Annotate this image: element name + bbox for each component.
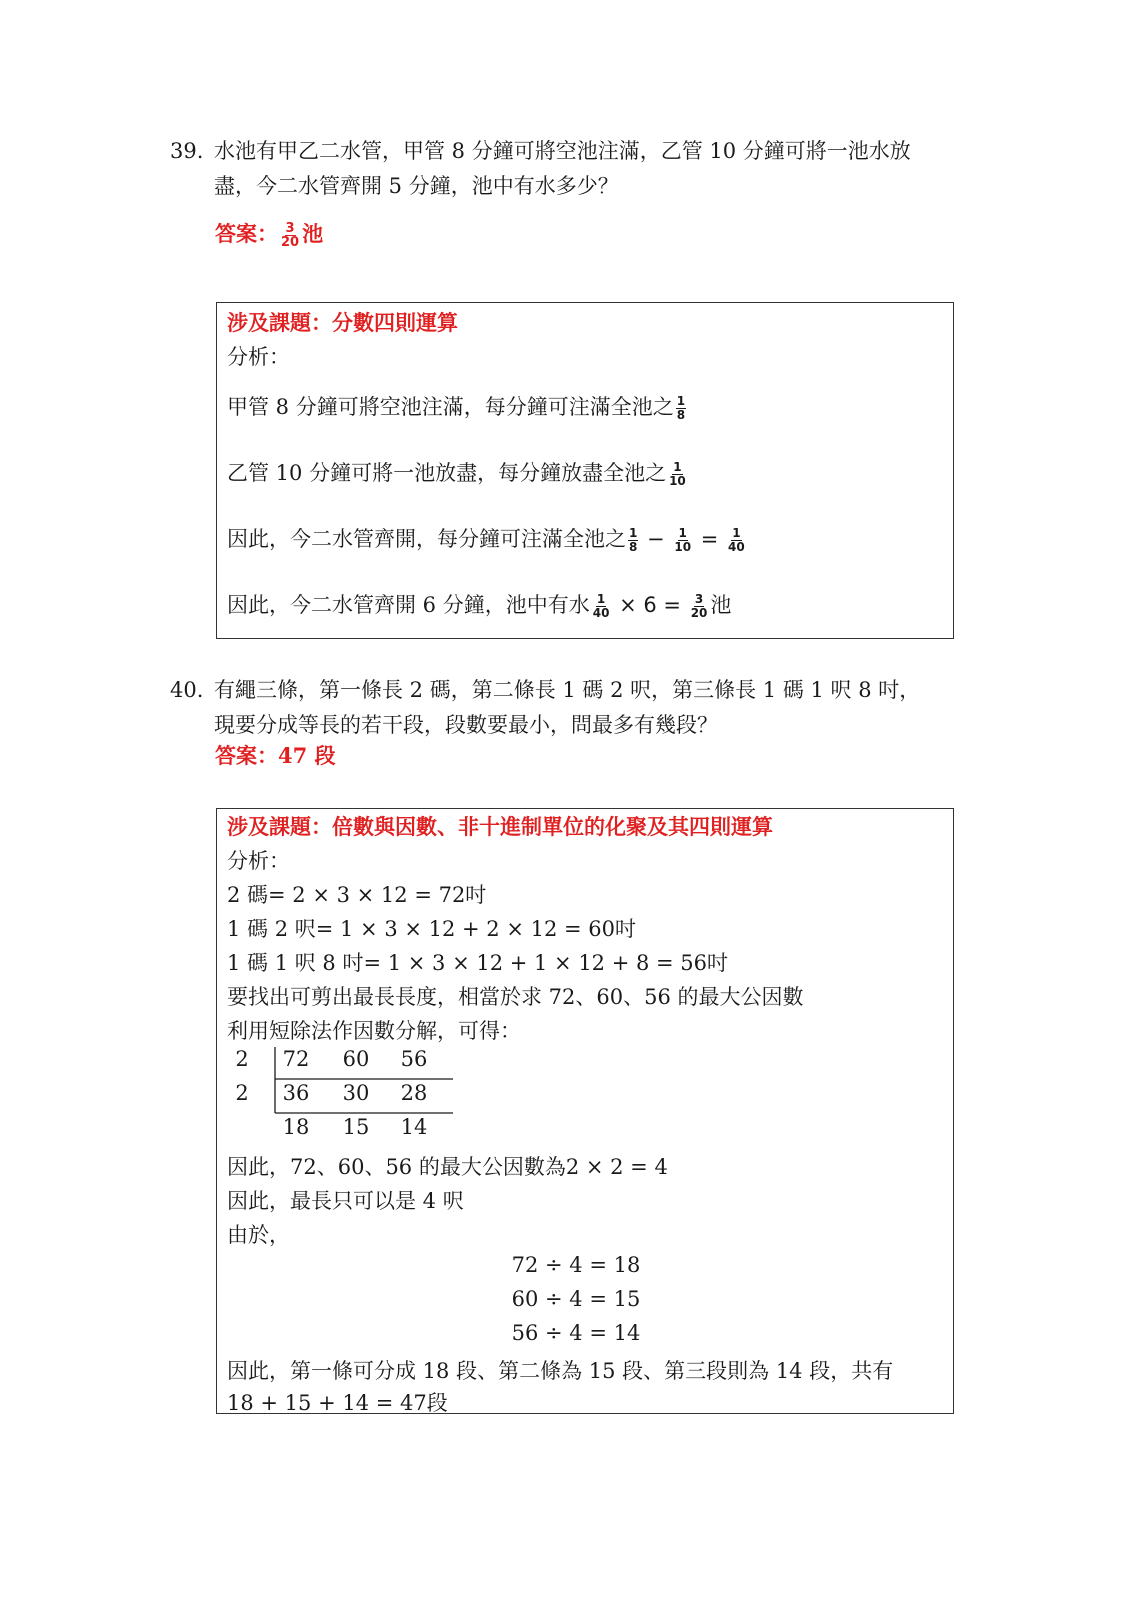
- analysis-line: 因此，今二水管齊開 6 分鐘，池中有水 $\frac{1}{40}$ × 6 = $\frac{3}{20}$ 池: [227, 592, 732, 620]
- division-cell: 60: [342, 1047, 370, 1071]
- analysis-line: 甲管 8 分鐘可將空池注滿，每分鐘可注滿全池之 $\frac{1}{8}$: [227, 394, 686, 422]
- analysis-line: 利用短除法作因數分解，可得：: [227, 1019, 521, 1043]
- analysis-line: 由於，: [227, 1223, 290, 1247]
- question-text: 水池有甲乙二水管，甲管 8 分鐘可將空池注滿，乙管 10 分鐘可將一池水放 盡，今二水管齊開 5 分鐘，池中有水多少？: [214, 139, 911, 198]
- analysis-line: 2 碼= 2 × 3 × 12 = 72吋: [227, 883, 487, 907]
- question-number: 39.: [170, 139, 204, 163]
- analysis-line: 18 + 15 + 14 = 47段: [227, 1391, 448, 1415]
- question-text: 有繩三條，第一條長 2 碼，第二條長 1 碼 2 呎，第三條長 1 碼 1 呎 8 吋， 現要分成等長的若干段，段數要最小，問最多有幾段？: [214, 678, 921, 737]
- analysis-label: 分析：: [227, 345, 290, 369]
- topic-heading: 涉及課題：倍數與因數、非十進制單位的化聚及其四則運算: [227, 814, 773, 839]
- analysis-line: 1 碼 2 呎= 1 × 3 × 12 + 2 × 12 = 60吋: [227, 917, 636, 941]
- division-cell: 72: [282, 1047, 310, 1071]
- division-cell: 36: [282, 1081, 310, 1105]
- topic-heading: 涉及課題：分數四則運算: [227, 310, 458, 335]
- answer-40: 答案：47 段: [215, 743, 336, 768]
- analysis-box-40: [216, 808, 954, 1414]
- division-cell: 14: [400, 1115, 428, 1139]
- division-cell: 56: [400, 1047, 428, 1071]
- division-cell: 18: [282, 1115, 310, 1139]
- analysis-line: 因此，今二水管齊開，每分鐘可注滿全池之 $\frac{1}{8}$ − $\frac{1}{10}$ = $\frac{1}{40}$: [227, 526, 745, 554]
- analysis-line: 乙管 10 分鐘可將一池放盡，每分鐘放盡全池之 $\frac{1}{10}$: [227, 460, 686, 488]
- analysis-line: 1 碼 1 呎 8 吋= 1 × 3 × 12 + 1 × 12 + 8 = 56吋: [227, 951, 729, 975]
- divisor: 2: [235, 1047, 249, 1071]
- analysis-box-39: [216, 302, 954, 639]
- answer-fraction: $\frac{3}{20}$: [281, 221, 300, 250]
- short-division-table: [227, 1045, 467, 1149]
- division-cell: 28: [400, 1081, 428, 1105]
- answer-39: 答案： $\frac{3}{20}$ 池: [215, 221, 324, 250]
- analysis-line: 因此，72、60、56 的最大公因數為2 × 2 = 4: [227, 1155, 668, 1179]
- equation: 60 ÷ 4 = 15: [511, 1287, 641, 1311]
- analysis-line: 因此，最長只可以是 4 呎: [227, 1189, 464, 1213]
- question-number: 40.: [170, 678, 204, 702]
- divisor: 2: [235, 1081, 249, 1105]
- analysis-label: 分析：: [227, 849, 290, 873]
- division-cell: 15: [342, 1115, 370, 1139]
- analysis-line: 要找出可剪出最長長度，相當於求 72、60、56 的最大公因數: [227, 985, 804, 1009]
- division-cell: 30: [342, 1081, 370, 1105]
- equation: 56 ÷ 4 = 14: [511, 1321, 641, 1345]
- analysis-line: 因此，第一條可分成 18 段、第二條為 15 段、第三段則為 14 段，共有: [227, 1359, 894, 1383]
- equation: 72 ÷ 4 = 18: [511, 1253, 641, 1277]
